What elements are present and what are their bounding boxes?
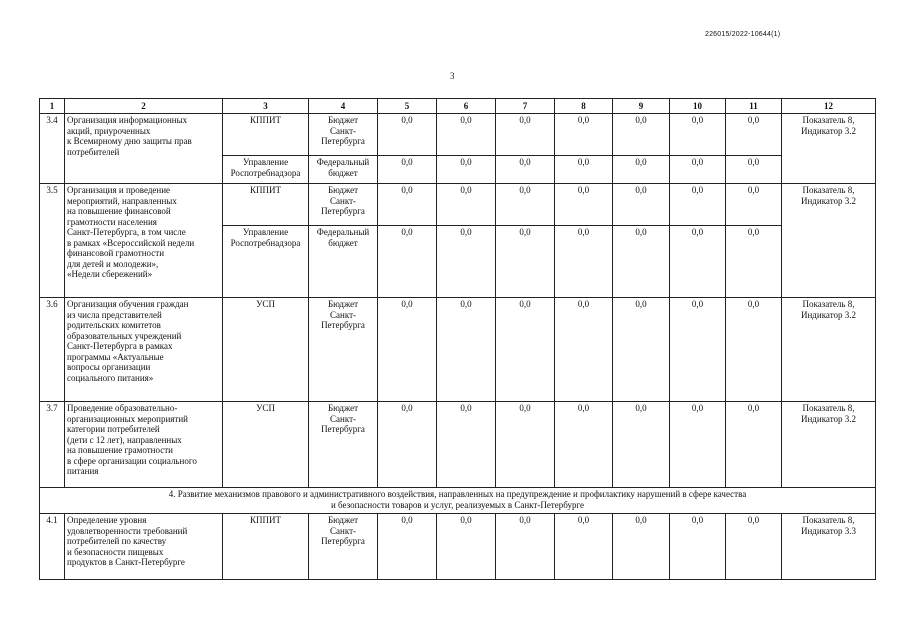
table-row — [40, 514, 876, 580]
header-cell: 12 — [782, 99, 876, 114]
value-cell: 0,0 — [613, 298, 670, 402]
header-cell: 1 — [40, 99, 65, 114]
section-title: 4. Развитие механизмов правового и административного воздействия, направленных на предупреждение и профилактику нарушений в сфере качества и безопасности товаров и услуг, реализуемых в Санкт-Петербурге — [40, 488, 876, 514]
header-cell: 11 — [726, 99, 782, 114]
value-cell: 0,0 — [496, 298, 555, 402]
value-cell: 0,0 — [726, 298, 782, 402]
value-cell: 0,0 — [726, 156, 782, 184]
indicator-cell: Показатель 8, Индикатор 3.2 — [782, 184, 876, 298]
activity-name: Проведение образовательно- организационных мероприятий категории потребителей (дети с 12 лет), направленных на повышение грамотности в сфере организации социального питания — [65, 402, 223, 488]
value-cell: 0,0 — [378, 298, 437, 402]
executor-cell: КППИТ — [223, 514, 309, 580]
value-cell: 0,0 — [613, 514, 670, 580]
table-row — [40, 114, 876, 156]
document-number: 226015/2022-10644(1) — [705, 31, 781, 38]
value-cell: 0,0 — [437, 114, 496, 156]
value-cell: 0,0 — [496, 514, 555, 580]
table-row — [40, 298, 876, 402]
value-cell: 0,0 — [437, 226, 496, 298]
header-row — [40, 99, 876, 114]
row-number: 3.4 — [40, 114, 65, 184]
value-cell: 0,0 — [613, 402, 670, 488]
row-number: 3.5 — [40, 184, 65, 298]
executor-cell: КППИТ — [223, 184, 309, 226]
funding-source-cell: Федеральный бюджет — [309, 226, 378, 298]
value-cell: 0,0 — [496, 114, 555, 156]
value-cell: 0,0 — [555, 226, 613, 298]
row-number: 3.7 — [40, 402, 65, 488]
header-cell: 7 — [496, 99, 555, 114]
executor-cell: Управление Роспотребнадзора — [223, 226, 309, 298]
value-cell: 0,0 — [670, 402, 726, 488]
header-cell: 10 — [670, 99, 726, 114]
activity-name: Организация информационных акций, приуроченных к Всемирному дню защиты прав потребителей — [65, 114, 223, 184]
executor-cell: УСП — [223, 402, 309, 488]
value-cell: 0,0 — [613, 226, 670, 298]
value-cell: 0,0 — [613, 156, 670, 184]
value-cell: 0,0 — [670, 298, 726, 402]
header-cell: 8 — [555, 99, 613, 114]
value-cell: 0,0 — [726, 184, 782, 226]
value-cell: 0,0 — [726, 114, 782, 156]
header-cell: 6 — [437, 99, 496, 114]
value-cell: 0,0 — [555, 514, 613, 580]
activity-name: Организация обучения граждан из числа представителей родительских комитетов образовательных учреждений Санкт-Петербурга в рамках программы «Актуальные вопросы организации социального питания» — [65, 298, 223, 402]
indicator-cell: Показатель 8, Индикатор 3.2 — [782, 402, 876, 488]
executor-cell: Управление Роспотребнадзора — [223, 156, 309, 184]
value-cell: 0,0 — [378, 156, 437, 184]
value-cell: 0,0 — [555, 184, 613, 226]
funding-source-cell: Федеральный бюджет — [309, 156, 378, 184]
value-cell: 0,0 — [670, 226, 726, 298]
value-cell: 0,0 — [437, 298, 496, 402]
value-cell: 0,0 — [670, 184, 726, 226]
value-cell: 0,0 — [726, 226, 782, 298]
indicator-cell: Показатель 8, Индикатор 3.3 — [782, 514, 876, 580]
indicator-cell: Показатель 8, Индикатор 3.2 — [782, 114, 876, 184]
table-row — [40, 184, 876, 226]
indicator-cell: Показатель 8, Индикатор 3.2 — [782, 298, 876, 402]
funding-source-cell: Бюджет Санкт- Петербурга — [309, 114, 378, 156]
value-cell: 0,0 — [613, 184, 670, 226]
value-cell: 0,0 — [555, 114, 613, 156]
value-cell: 0,0 — [726, 514, 782, 580]
section-header-row — [40, 488, 876, 514]
header-cell: 4 — [309, 99, 378, 114]
value-cell: 0,0 — [378, 226, 437, 298]
executor-cell: КППИТ — [223, 114, 309, 156]
program-table — [39, 98, 876, 580]
activity-name: Организация и проведение мероприятий, направленных на повышение финансовой грамотности населения Санкт-Петербурга, в том числе в рамках «Всероссийской недели финансовой грамотности для детей и молодежи», «Недели сбережений» — [65, 184, 223, 298]
value-cell: 0,0 — [726, 402, 782, 488]
value-cell: 0,0 — [496, 226, 555, 298]
row-number: 3.6 — [40, 298, 65, 402]
value-cell: 0,0 — [613, 114, 670, 156]
funding-source-cell: Бюджет Санкт- Петербурга — [309, 184, 378, 226]
value-cell: 0,0 — [378, 114, 437, 156]
value-cell: 0,0 — [555, 298, 613, 402]
funding-source-cell: Бюджет Санкт- Петербурга — [309, 514, 378, 580]
value-cell: 0,0 — [437, 156, 496, 184]
value-cell: 0,0 — [496, 402, 555, 488]
funding-source-cell: Бюджет Санкт- Петербурга — [309, 402, 378, 488]
value-cell: 0,0 — [670, 156, 726, 184]
value-cell: 0,0 — [378, 514, 437, 580]
header-cell: 9 — [613, 99, 670, 114]
executor-cell: УСП — [223, 298, 309, 402]
activity-name: Определение уровня удовлетворенности требований потребителей по качеству и безопасности пищевых продуктов в Санкт-Петербурге — [65, 514, 223, 580]
value-cell: 0,0 — [555, 156, 613, 184]
value-cell: 0,0 — [496, 156, 555, 184]
page-number: 3 — [450, 71, 455, 81]
value-cell: 0,0 — [437, 402, 496, 488]
header-cell: 2 — [65, 99, 223, 114]
funding-source-cell: Бюджет Санкт- Петербурга — [309, 298, 378, 402]
value-cell: 0,0 — [555, 402, 613, 488]
value-cell: 0,0 — [378, 184, 437, 226]
header-cell: 5 — [378, 99, 437, 114]
value-cell: 0,0 — [437, 514, 496, 580]
value-cell: 0,0 — [378, 402, 437, 488]
value-cell: 0,0 — [670, 514, 726, 580]
header-cell: 3 — [223, 99, 309, 114]
table-row — [40, 402, 876, 488]
value-cell: 0,0 — [670, 114, 726, 156]
row-number: 4.1 — [40, 514, 65, 580]
value-cell: 0,0 — [496, 184, 555, 226]
value-cell: 0,0 — [437, 184, 496, 226]
